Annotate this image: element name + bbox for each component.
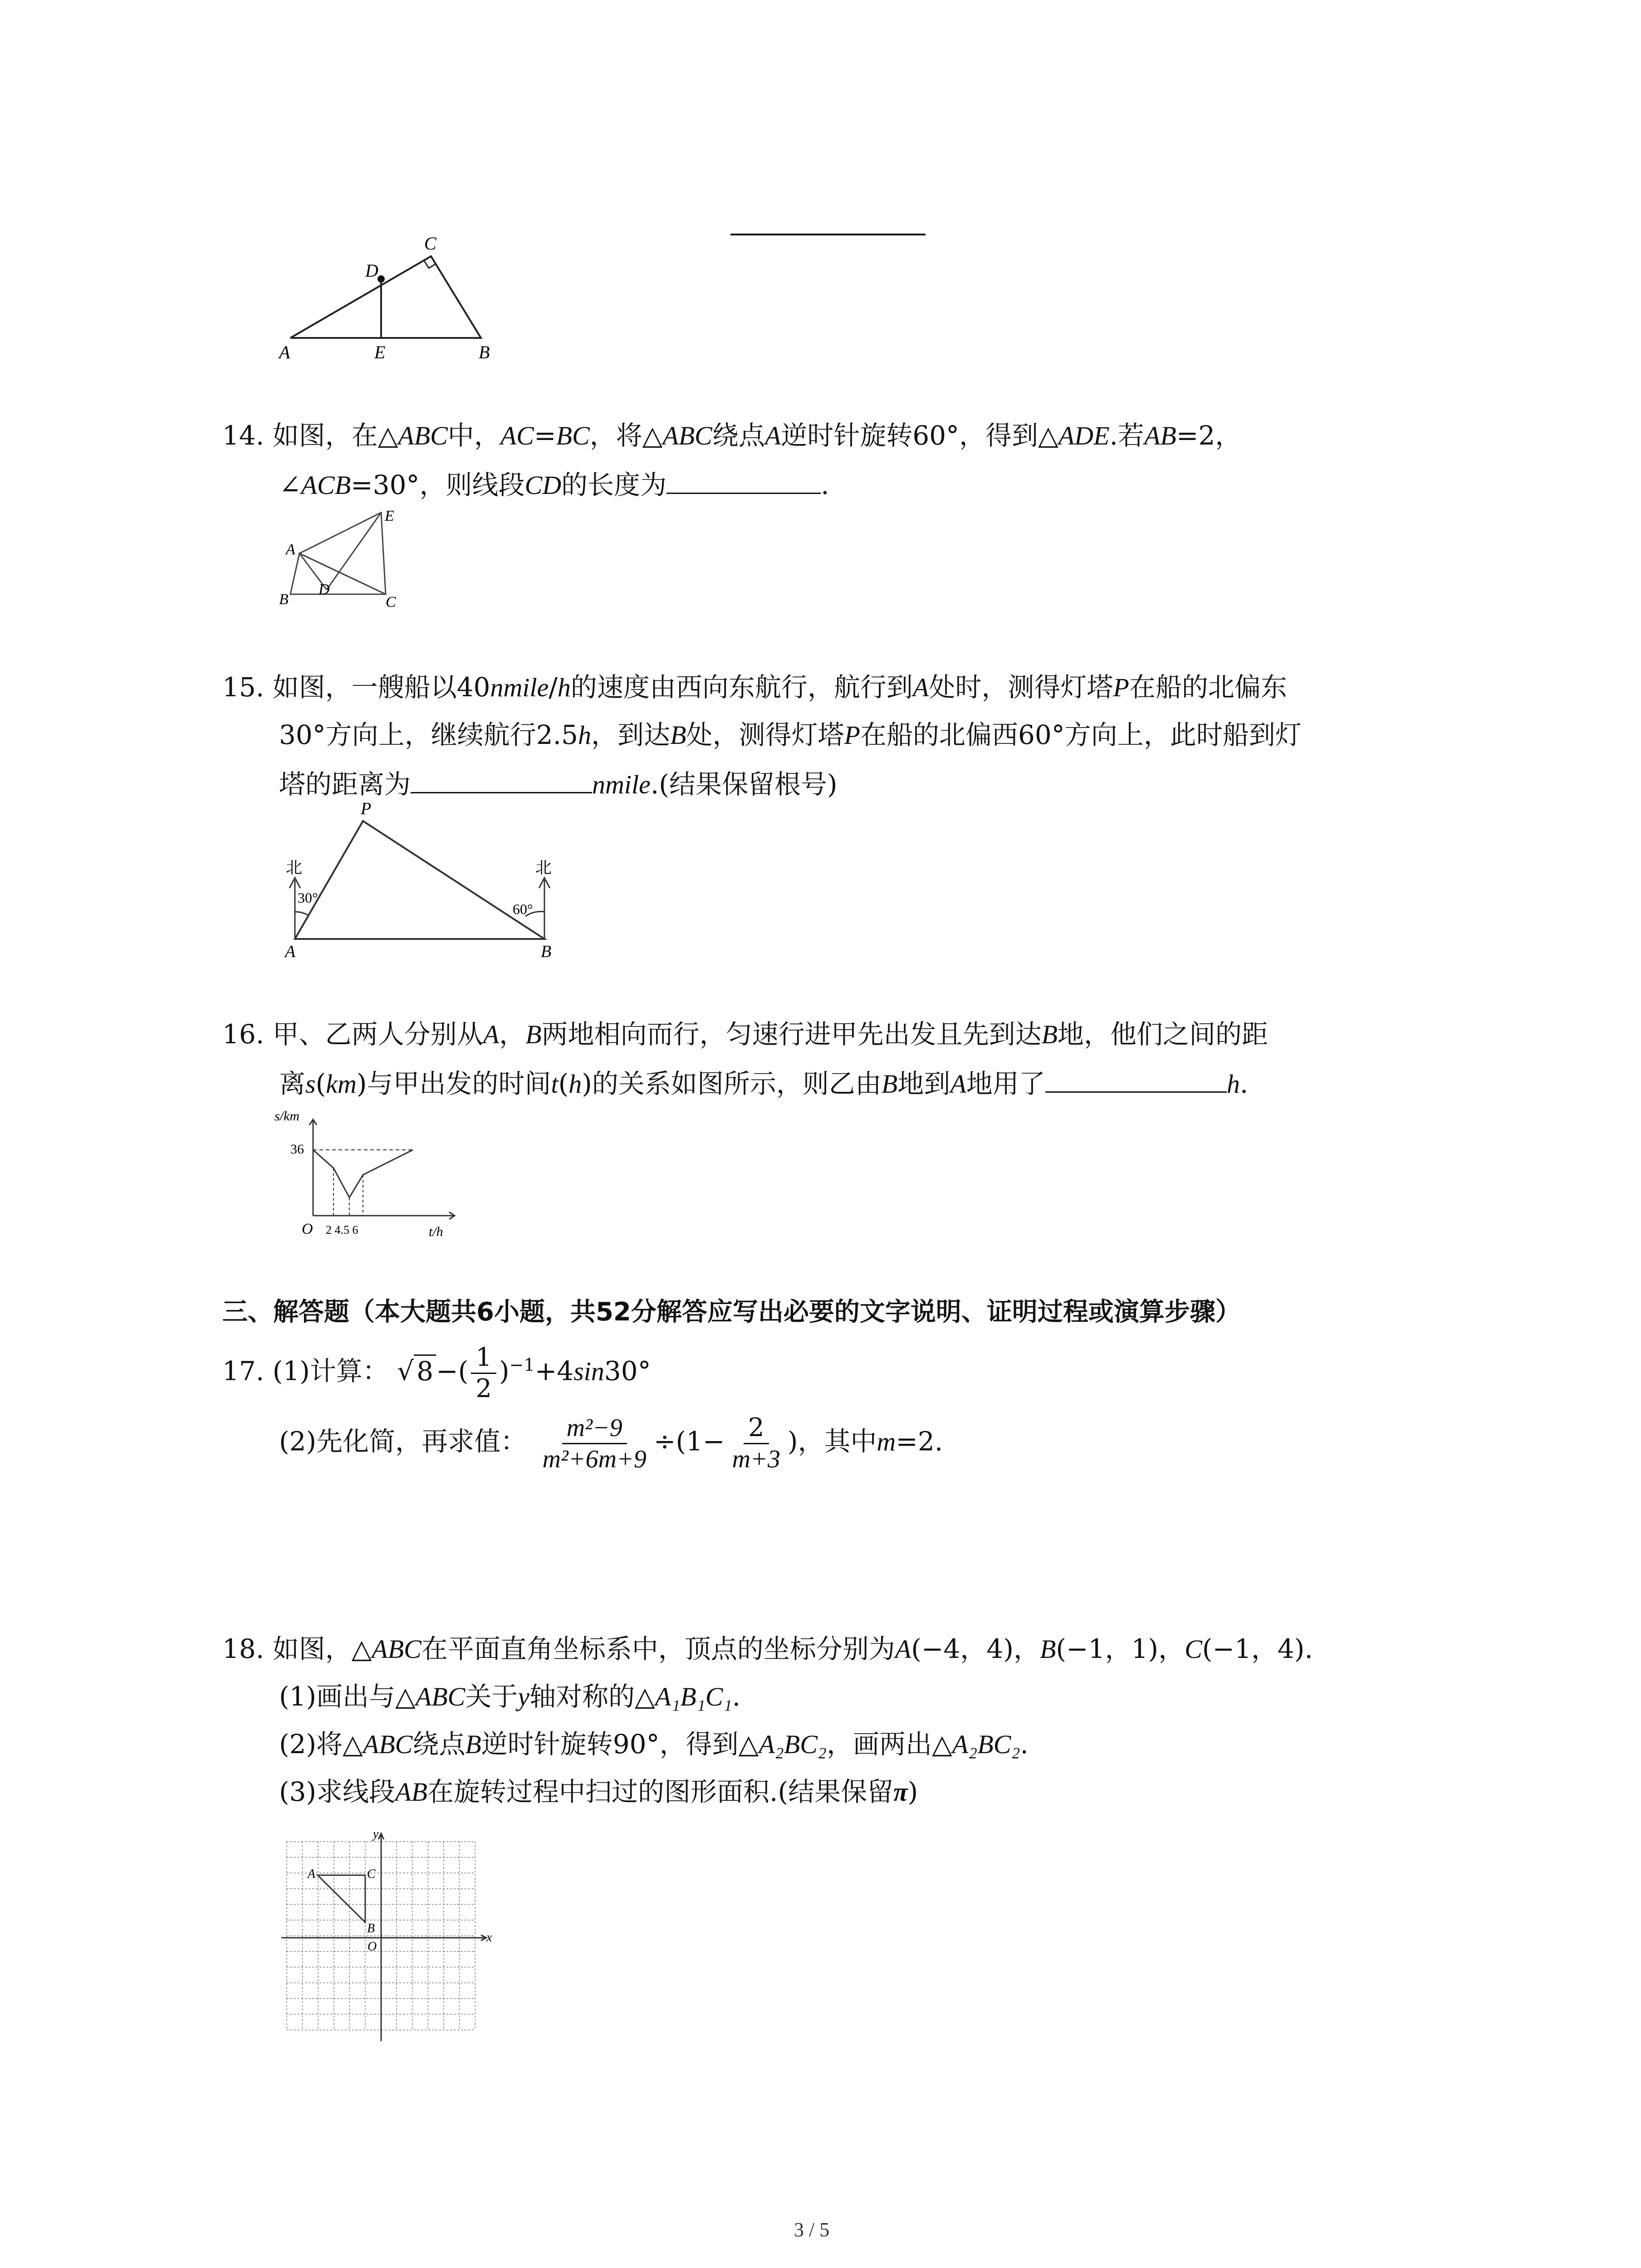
- svg-text:北: 北: [535, 859, 552, 877]
- svg-text:A: A: [285, 942, 296, 961]
- q14-answer-blank[interactable]: [666, 467, 821, 494]
- q18-part3: (3)求线段AB在旋转过程中扫过的图形面积.(结果保留π): [279, 1776, 918, 1807]
- svg-text:A: A: [286, 541, 295, 558]
- q18-coordinate-grid: [277, 1828, 495, 2046]
- svg-text:C: C: [367, 1867, 376, 1881]
- svg-text:D: D: [318, 581, 330, 598]
- svg-text:x: x: [486, 1931, 492, 1945]
- svg-text:60°: 60°: [513, 901, 533, 917]
- q13-figure: [272, 229, 508, 365]
- q18-line1: 18. 如图，△ABC在平面直角坐标系中，顶点的坐标分别为A(−4，4)，B(−1，1)，C(−1，4).: [222, 1633, 1313, 1664]
- svg-text:北: 北: [286, 859, 303, 877]
- svg-text:A: A: [308, 1867, 316, 1881]
- svg-text:B: B: [367, 1921, 375, 1936]
- q16-line2: 离s(km)与甲出发的时间t(h)的关系如图所示，则乙由B地到A地用了 h.: [279, 1066, 1248, 1100]
- label-a: A: [279, 342, 290, 362]
- svg-text:E: E: [385, 508, 394, 524]
- svg-text:30°: 30°: [298, 890, 318, 906]
- label-d: D: [365, 260, 378, 281]
- q15-line3: 塔的距离为 nmile.(结果保留根号): [279, 767, 838, 801]
- q14-line2: ∠ACB=30°，则线段CD的长度为 .: [279, 467, 829, 501]
- svg-text:O: O: [367, 1940, 377, 1954]
- label-b: B: [479, 342, 490, 362]
- sqrt-sign: √: [397, 1355, 414, 1387]
- svg-text:36: 36: [290, 1142, 304, 1157]
- q16-figure: [272, 1107, 463, 1243]
- q14-line1: 14. 如图，在△ABC中，AC=BC，将△ABC绕点A逆时针旋转60°，得到△ADE.若AB=2，: [222, 420, 1242, 451]
- q15-line1: 15. 如图，一艘船以40nmile/h的速度由西向东航行，航行到A处时，测得灯塔P在船的北偏东: [222, 672, 1287, 703]
- svg-text:s/km: s/km: [274, 1109, 299, 1124]
- q18-part2: (2)将△ABC绕点B逆时针旋转90°，得到△A₂BC₂，画两出△A₂BC₂.: [279, 1729, 1029, 1760]
- section-3-heading: 三、解答题（本大题共6小题，共52分解答应写出必要的文字说明、证明过程或演算步骤）: [222, 1297, 1241, 1327]
- q15-answer-blank[interactable]: [411, 767, 592, 793]
- q13-answer-blank[interactable]: [730, 229, 926, 235]
- svg-text:O: O: [302, 1221, 313, 1237]
- svg-text:y: y: [373, 1828, 379, 1841]
- q16-answer-blank[interactable]: [1045, 1066, 1227, 1093]
- label-e: E: [374, 342, 386, 362]
- label-c: C: [424, 233, 436, 254]
- q18-part1: (1)画出与△ABC关于y轴对称的△A₁B₁C₁.: [279, 1681, 741, 1712]
- svg-text:B: B: [279, 591, 289, 608]
- page-number: 3 / 5: [794, 2219, 830, 2241]
- svg-text:t/h: t/h: [429, 1224, 443, 1239]
- svg-text:P: P: [361, 803, 372, 818]
- svg-text:B: B: [541, 942, 552, 961]
- q17-part2: (2)先化简，再求值： $\frac{\text{m²−9}}{\text{m²+6m+9}}$ ÷(1− $\frac{2}{m+3}$ )，其中m=2.: [279, 1413, 943, 1473]
- svg-text:C: C: [386, 594, 396, 611]
- q16-line1: 16. 甲、乙两人分别从A，B两地相向而行，匀速行进甲先出发且先到达B地，他们之间的距: [222, 1019, 1269, 1050]
- q14-figure: [277, 503, 413, 612]
- q15-line2: 30°方向上，继续航行2.5h，到达B处，测得灯塔P在船的北偏西60°方向上，此时船到灯: [279, 719, 1302, 750]
- q15-figure: [277, 803, 576, 962]
- svg-text:2 4.5 6: 2 4.5 6: [326, 1223, 358, 1237]
- q17-part1: 17. (1)计算： √ 8 −( $\frac{1}{2}$ )$^{-1}$+4sin30°: [222, 1343, 651, 1403]
